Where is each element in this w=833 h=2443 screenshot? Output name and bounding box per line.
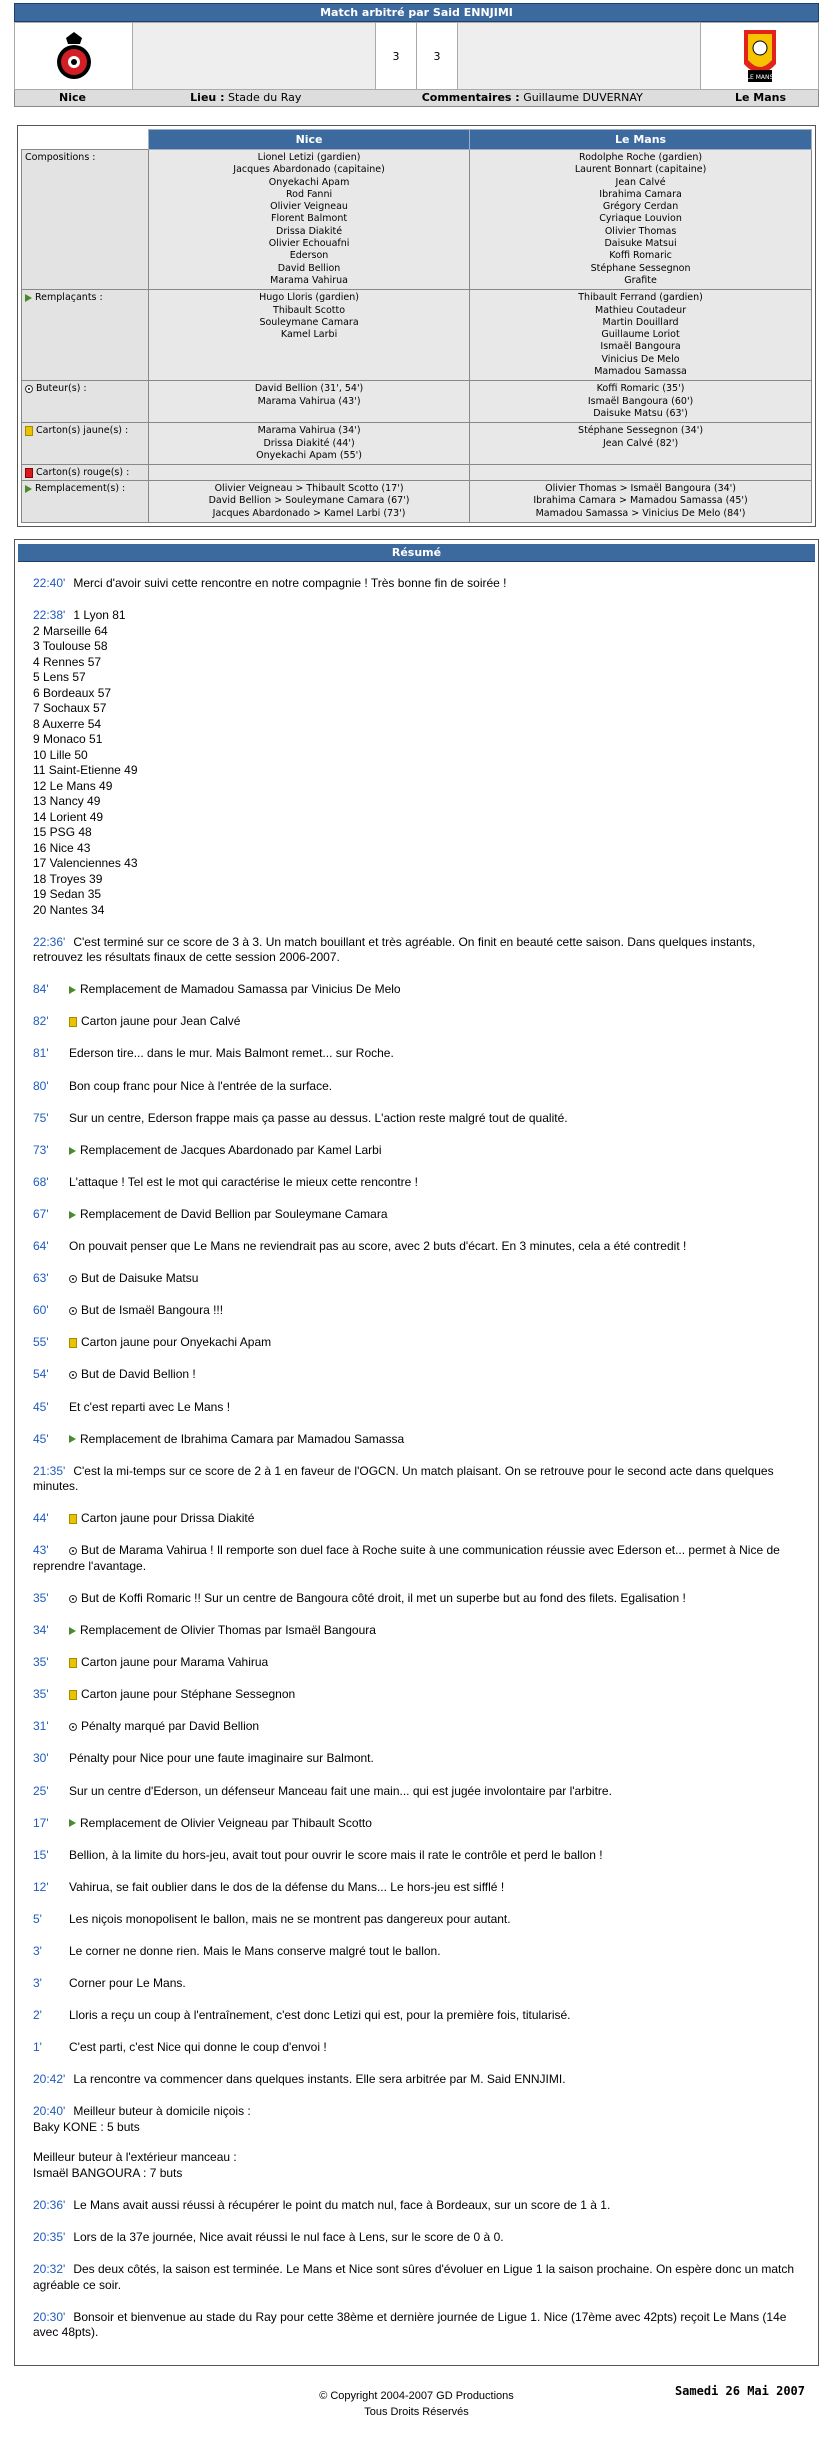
event-time: 20:32' — [33, 2262, 66, 2277]
player-entry: Martin Douillard — [602, 316, 679, 328]
event-time: 21:35' — [33, 1463, 66, 1478]
event-time: 55' — [33, 1335, 49, 1350]
away-column-header: Le Mans — [470, 130, 812, 150]
player-entry: Daisuke Matsui — [604, 238, 677, 250]
ranking-row: 20 Nantes 34 — [33, 902, 105, 917]
event-extra-line: Ismaël BANGOURA : 7 buts — [33, 2165, 183, 2180]
player-entry: Ismaël Bangoura (60') — [587, 395, 694, 407]
player-entry: Cyriaque Louvion — [599, 213, 682, 225]
event-time: 3' — [33, 1944, 42, 1959]
event-text: But de Koffi Romaric !! Sur un centre de Bangoura côté droit, il met un superbe but au fond des filets. Egalisation ! — [81, 1590, 686, 1605]
substitution-icon — [69, 1211, 76, 1219]
event-time: 35' — [33, 1655, 49, 1670]
player-entry: Thibault Scotto — [273, 304, 346, 316]
event-item — [33, 1175, 800, 1191]
event-item — [33, 1944, 800, 1960]
player-entry: Drissa Diakité — [276, 225, 343, 237]
event-time: 35' — [33, 1590, 49, 1605]
ranking-row: 14 Lorient 49 — [33, 809, 104, 824]
event-item — [33, 2230, 800, 2246]
event-text: Corner pour Le Mans. — [69, 1976, 186, 1991]
home-compositions — [149, 150, 470, 290]
event-text: Remplacement de Olivier Thomas par Ismaël Bangoura — [80, 1623, 376, 1638]
goal-ball-icon — [69, 1371, 77, 1379]
player-entry: Lionel Letizi (gardien) — [257, 152, 361, 163]
event-item — [33, 1543, 800, 1574]
away-score: 3 — [417, 23, 458, 90]
event-text: Merci d'avoir suivi cette rencontre en notre compagnie ! Très bonne fin de soirée ! — [73, 576, 507, 591]
svg-text:LE MANS: LE MANS — [746, 73, 773, 81]
event-item — [33, 1239, 800, 1255]
event-text: But de Ismaël Bangoura !!! — [81, 1303, 224, 1318]
event-text: Bellion, à la limite du hors-jeu, avait tout pour ouvrir le score mais il rate le contrôle et perd le ballon ! — [69, 1847, 603, 1862]
event-item — [33, 1079, 800, 1095]
event-time: 20:36' — [33, 2198, 66, 2213]
player-entry: Thibault Ferrand (gardien) — [578, 292, 703, 304]
home-rouges — [149, 465, 470, 481]
home-blank — [133, 23, 376, 90]
player-entry: David Bellion > Souleymane Camara (67') — [208, 495, 410, 507]
event-text: Carton jaune pour Jean Calvé — [81, 1014, 241, 1029]
goal-ball-icon — [69, 1275, 77, 1283]
away-buteurs — [470, 381, 812, 423]
event-item — [33, 2310, 800, 2341]
event-text: C'est la mi-temps sur ce score de 2 à 1 en faveur de l'OGCN. Un match plaisant. On se retrouve pour le second acte dans quelques minutes. — [33, 1463, 774, 1494]
event-item — [33, 2262, 800, 2293]
yellow-card-icon — [25, 426, 33, 436]
event-time: 63' — [33, 1271, 49, 1286]
player-entry: Marama Vahirua (43') — [257, 395, 361, 407]
event-time: 17' — [33, 1815, 49, 1830]
event-item — [33, 1591, 800, 1607]
event-time: 64' — [33, 1239, 49, 1254]
home-buteurs — [149, 381, 470, 423]
event-text: L'attaque ! Tel est le mot qui caractérise le mieux cette rencontre ! — [69, 1174, 418, 1189]
away-team-name: Le Mans — [734, 91, 787, 104]
label-remplacements: Remplacement(s) : — [22, 481, 149, 523]
ranking-row: 7 Sochaux 57 — [33, 701, 107, 716]
event-item — [33, 1623, 800, 1639]
venue — [190, 90, 301, 106]
player-entry: Grégory Cerdan — [602, 201, 679, 213]
player-entry: Jacques Abardonado > Kamel Larbi (73') — [212, 507, 406, 519]
player-entry: Mamadou Samassa > Vinicius De Melo (84') — [535, 507, 746, 519]
event-extra-line: Meilleur buteur à l'extérieur manceau : — [33, 2150, 237, 2165]
home-team-name: Nice — [59, 91, 86, 104]
goal-ball-icon — [69, 1547, 77, 1555]
event-text: But de David Bellion ! — [81, 1367, 196, 1382]
goal-ball-icon — [69, 1723, 77, 1731]
event-item — [33, 1271, 800, 1287]
event-item — [33, 1976, 800, 1992]
event-item — [33, 2104, 800, 2181]
event-text: Sur un centre, Ederson frappe mais ça passe au dessus. L'action reste malgré tout de qualité. — [69, 1110, 568, 1125]
player-entry: Ismaël Bangoura — [600, 341, 681, 353]
home-score: 3 — [376, 23, 417, 90]
footer — [14, 2378, 819, 2438]
player-entry: Onyekachi Apam (55') — [256, 449, 362, 461]
event-item — [33, 1207, 800, 1223]
resume-title: Résumé — [18, 544, 815, 562]
event-list — [15, 562, 818, 2365]
event-time: 20:42' — [33, 2072, 66, 2087]
event-item — [33, 1848, 800, 1864]
yellow-card-icon — [69, 1690, 77, 1700]
event-item — [33, 1880, 800, 1896]
event-time: 22:40' — [33, 576, 66, 591]
player-entry: Koffi Romaric (35') — [596, 383, 685, 395]
event-time: 15' — [33, 1847, 49, 1862]
label-rouges: Carton(s) rouge(s) : — [22, 465, 149, 481]
commentator-label: Commentaires : — [421, 91, 520, 104]
event-item — [33, 2008, 800, 2024]
event-item — [33, 1511, 800, 1527]
event-time: 84' — [33, 982, 49, 997]
player-entry: Mamadou Samassa — [594, 366, 687, 378]
away-blank — [458, 23, 701, 90]
event-text: La rencontre va commencer dans quelques instants. Elle sera arbitrée par M. Said ENNJIMI. — [73, 2072, 566, 2087]
home-column-header: Nice — [149, 130, 470, 150]
event-text: Pénalty marqué par David Bellion — [81, 1719, 260, 1734]
away-remplacants — [470, 290, 812, 381]
event-item — [33, 608, 800, 918]
event-text: Bon coup franc pour Nice à l'entrée de la surface. — [69, 1078, 333, 1093]
substitution-icon — [25, 485, 32, 493]
rights: Tous Droits Réservés — [364, 2406, 469, 2419]
event-time: 82' — [33, 1014, 49, 1029]
player-entry: Hugo Lloris (gardien) — [259, 292, 359, 304]
event-text: Carton jaune pour Marama Vahirua — [81, 1655, 269, 1670]
event-text: Remplacement de David Bellion par Souleymane Camara — [80, 1206, 388, 1221]
red-card-icon — [25, 468, 33, 478]
player-entry: Guillaume Loriot — [601, 329, 680, 341]
player-entry: Jean Calvé (82') — [602, 437, 679, 449]
event-time: 31' — [33, 1719, 49, 1734]
player-entry: Souleymane Camara — [259, 316, 359, 328]
nice-crest-icon — [54, 28, 94, 82]
event-time: 80' — [33, 1078, 49, 1093]
event-item — [33, 982, 800, 998]
event-item — [33, 2072, 800, 2088]
event-time: 45' — [33, 1399, 49, 1414]
event-time: 35' — [33, 1687, 49, 1702]
event-time: 44' — [33, 1511, 49, 1526]
event-text: Ederson tire... dans le mur. Mais Balmont remet... sur Roche. — [69, 1046, 394, 1061]
event-time: 68' — [33, 1174, 49, 1189]
event-time: 20:30' — [33, 2309, 66, 2324]
event-time: 1' — [33, 2040, 42, 2055]
nice-logo — [15, 23, 133, 90]
event-text: Et c'est reparti avec Le Mans ! — [69, 1399, 231, 1414]
event-time: 22:36' — [33, 934, 66, 949]
event-item — [33, 1751, 800, 1767]
substitution-icon — [69, 986, 76, 994]
away-remplacements — [470, 481, 812, 523]
yellow-card-icon — [69, 1658, 77, 1668]
event-item — [33, 1046, 800, 1062]
player-entry: Laurent Bonnart (capitaine) — [574, 164, 707, 176]
event-text: But de Daisuke Matsu — [81, 1271, 199, 1286]
player-entry: Florent Balmont — [271, 213, 348, 225]
event-item — [33, 1303, 800, 1319]
home-remplacements — [149, 481, 470, 523]
event-text: Lors de la 37e journée, Nice avait réussi le nul face à Lens, sur le score de 0 à 0. — [73, 2230, 504, 2245]
ranking-row: 10 Lille 50 — [33, 747, 88, 762]
label-remplacants: Remplaçants : — [22, 290, 149, 381]
player-entry: Vinicius De Melo — [601, 353, 680, 365]
lemans-crest-icon — [742, 26, 778, 84]
event-text: Carton jaune pour Stéphane Sessegnon — [81, 1687, 296, 1702]
event-item — [33, 1784, 800, 1800]
away-compositions — [470, 150, 812, 290]
venue-value: Stade du Ray — [227, 91, 302, 104]
player-entry: Olivier Thomas — [604, 225, 677, 237]
event-time: 34' — [33, 1623, 49, 1638]
event-item — [33, 1912, 800, 1928]
label-compositions: Compositions : — [22, 150, 149, 290]
ranking-row: 9 Monaco 51 — [33, 732, 103, 747]
ball-icon — [25, 385, 33, 393]
ranking-row: 13 Nancy 49 — [33, 794, 101, 809]
event-item — [33, 1014, 800, 1030]
event-time: 20:40' — [33, 2104, 66, 2119]
event-item — [33, 1432, 800, 1448]
yellow-card-icon — [69, 1514, 77, 1524]
event-text: Des deux côtés, la saison est terminée. Le Mans et Nice sont sûres d'évoluer en Ligue 1 la saison prochaine. On espère donc un match agréable ce soir. — [33, 2262, 795, 2292]
event-time: 73' — [33, 1142, 49, 1157]
player-entry: Olivier Thomas > Ismaël Bangoura (34') — [545, 483, 736, 495]
substitute-icon — [25, 294, 32, 302]
ranking-first: 1 Lyon 81 — [73, 608, 126, 623]
event-text: Bonsoir et bienvenue au stade du Ray pour cette 38ème et dernière journée de Ligue 1. Nice (17ème avec 42pts) reçoit Le Mans (14e avec 48pts). — [33, 2309, 787, 2340]
ranking-row: 2 Marseille 64 — [33, 623, 108, 638]
event-item — [33, 1367, 800, 1383]
event-time: 30' — [33, 1751, 49, 1766]
event-time: 67' — [33, 1206, 49, 1221]
substitution-icon — [69, 1147, 76, 1155]
event-text: Vahirua, se fait oublier dans le dos de la défense du Mans... Le hors-jeu est sifflé ! — [69, 1879, 505, 1894]
event-text: Les niçois monopolisent le ballon, mais ne se montrent pas dangereux pour autant. — [69, 1911, 511, 1926]
event-text: Lloris a reçu un coup à l'entraînement, c'est donc Letizi qui est, pour la première fois, titularisé. — [69, 2008, 571, 2023]
copyright: © Copyright 2004-2007 GD Productions — [319, 2390, 514, 2403]
player-entry: Kamel Larbi — [280, 329, 338, 341]
date: Samedi 26 Mai 2007 — [674, 2384, 805, 2399]
event-time: 3' — [33, 1976, 42, 1991]
ranking-row: 12 Le Mans 49 — [33, 778, 113, 793]
event-text: C'est terminé sur ce score de 3 à 3. Un match bouillant et très agréable. On finit en beauté cette saison. Dans quelques instants, retrouvez les résultats finaux de cette session 2006-2007. — [33, 934, 756, 965]
event-time: 12' — [33, 1879, 49, 1894]
player-entry: Ibrahima Camara — [599, 188, 682, 200]
event-text: Carton jaune pour Drissa Diakité — [81, 1511, 255, 1526]
commentator-value: Guillaume DUVERNAY — [523, 91, 643, 104]
player-entry: Rod Fanni — [285, 188, 333, 200]
event-time: 25' — [33, 1783, 49, 1798]
ranking-row: 6 Bordeaux 57 — [33, 685, 112, 700]
player-entry: Olivier Echouafni — [268, 238, 350, 250]
ranking-row: 4 Rennes 57 — [33, 654, 102, 669]
event-text: Pénalty pour Nice pour une faute imaginaire sur Balmont. — [69, 1751, 374, 1766]
ranking-row: 5 Lens 57 — [33, 670, 86, 685]
label-buteurs: Buteur(s) : — [22, 381, 149, 423]
event-text: Carton jaune pour Onyekachi Apam — [81, 1335, 272, 1350]
yellow-card-icon — [69, 1017, 77, 1027]
home-remplacants — [149, 290, 470, 381]
player-entry: Mathieu Coutadeur — [595, 304, 687, 316]
match-info-bar — [14, 90, 819, 107]
event-text: Remplacement de Olivier Veigneau par Thibault Scotto — [80, 1815, 372, 1830]
player-entry: Olivier Veigneau — [270, 201, 348, 213]
event-time: 2' — [33, 2008, 42, 2023]
ranking-row: 8 Auxerre 54 — [33, 716, 102, 731]
event-text: Le Mans avait aussi réussi à récupérer le point du match nul, face à Bordeaux, sur un score de 1 à 1. — [73, 2198, 611, 2213]
event-item — [33, 1816, 800, 1832]
event-time: 75' — [33, 1110, 49, 1125]
event-time: 81' — [33, 1046, 49, 1061]
compositions-panel — [17, 125, 816, 527]
event-text: Le corner ne donne rien. Mais le Mans conserve malgré tout le ballon. — [69, 1944, 441, 1959]
label-jaunes: Carton(s) jaune(s) : — [22, 423, 149, 465]
resume-panel — [14, 539, 819, 2366]
substitution-icon — [69, 1819, 76, 1827]
goal-ball-icon — [69, 1307, 77, 1315]
player-entry: Grafite — [624, 274, 657, 286]
event-item — [33, 1400, 800, 1416]
event-text: But de Marama Vahirua ! Il remporte son duel face à Roche suite à une communication réussie avec Ederson et... permet à Nice de reprendre l'avantage. — [33, 1543, 780, 1573]
substitution-icon — [69, 1627, 76, 1635]
player-entry: Ibrahima Camara > Mamadou Samassa (45') — [533, 495, 748, 507]
event-time: 20:35' — [33, 2230, 66, 2245]
player-entry: Marama Vahirua — [270, 274, 348, 286]
event-text: Remplacement de Ibrahima Camara par Mamadou Samassa — [80, 1431, 405, 1446]
player-entry: Jacques Abardonado (capitaine) — [233, 164, 385, 176]
player-entry: Onyekachi Apam — [268, 176, 350, 188]
player-entry: Ederson — [289, 250, 329, 262]
event-text: Sur un centre d'Ederson, un défenseur Manceau fait une main... qui est jugée involontaire par l'arbitre. — [69, 1783, 612, 1798]
ranking-row: 19 Sedan 35 — [33, 887, 102, 902]
event-time: 43' — [33, 1543, 49, 1558]
event-time: 5' — [33, 1911, 42, 1926]
player-entry: Koffi Romaric — [609, 250, 672, 262]
home-jaunes — [149, 423, 470, 465]
event-item — [33, 2040, 800, 2056]
player-entry: David Bellion (31', 54') — [254, 383, 364, 395]
event-item — [33, 1335, 800, 1351]
yellow-card-icon — [69, 1338, 77, 1348]
event-time: 45' — [33, 1431, 49, 1446]
event-text: On pouvait penser que Le Mans ne reviendrait pas au score, avec 2 buts d'écart. En 3 minutes, cela a été contredit ! — [69, 1239, 687, 1254]
event-time: 60' — [33, 1303, 49, 1318]
event-text: C'est parti, c'est Nice qui donne le coup d'envoi ! — [69, 2040, 327, 2055]
player-entry: Marama Vahirua (34') — [257, 425, 361, 437]
ranking-row: 11 Saint-Etienne 49 — [33, 763, 138, 778]
commentator — [422, 90, 643, 106]
event-item — [33, 935, 800, 966]
ranking-row: 18 Troyes 39 — [33, 871, 103, 886]
event-item — [33, 1655, 800, 1671]
player-entry: Daisuke Matsu (63') — [593, 407, 688, 419]
ranking-row: 16 Nice 43 — [33, 840, 91, 855]
ranking-row: 17 Valenciennes 43 — [33, 856, 138, 871]
ranking-row: 3 Toulouse 58 — [33, 639, 108, 654]
lemans-logo — [701, 23, 819, 90]
event-item — [33, 1143, 800, 1159]
event-item — [33, 1687, 800, 1703]
event-item — [33, 576, 800, 592]
event-extra-line — [33, 2135, 800, 2150]
away-rouges — [470, 465, 812, 481]
player-entry: Rodolphe Roche (gardien) — [579, 152, 703, 163]
event-item — [33, 1719, 800, 1735]
player-entry: Drissa Diakité (44') — [263, 437, 355, 449]
substitution-icon — [69, 1435, 76, 1443]
event-text: Meilleur buteur à domicile niçois : — [73, 2104, 251, 2119]
event-text: Remplacement de Mamadou Samassa par Vinicius De Melo — [80, 982, 401, 997]
ranking-row: 15 PSG 48 — [33, 825, 92, 840]
event-item — [33, 2198, 800, 2214]
event-item — [33, 1464, 800, 1495]
player-entry: Stéphane Sessegnon — [590, 262, 691, 274]
player-entry: Stéphane Sessegnon (34') — [578, 425, 704, 437]
event-time: 22:38' — [33, 608, 66, 623]
venue-label: Lieu : — [190, 91, 225, 104]
player-entry: Olivier Veigneau > Thibault Scotto (17') — [214, 483, 404, 495]
match-header: Match arbitré par Said ENNJIMI — [14, 3, 819, 22]
player-entry: Jean Calvé — [615, 176, 666, 188]
event-item — [33, 1111, 800, 1127]
away-jaunes — [470, 423, 812, 465]
event-text: Remplacement de Jacques Abardonado par Kamel Larbi — [80, 1142, 382, 1157]
event-time: 54' — [33, 1367, 49, 1382]
scoreboard — [14, 22, 819, 90]
event-extra-line: Baky KONE : 5 buts — [33, 2119, 140, 2134]
goal-ball-icon — [69, 1595, 77, 1603]
player-entry: David Bellion — [277, 262, 341, 274]
